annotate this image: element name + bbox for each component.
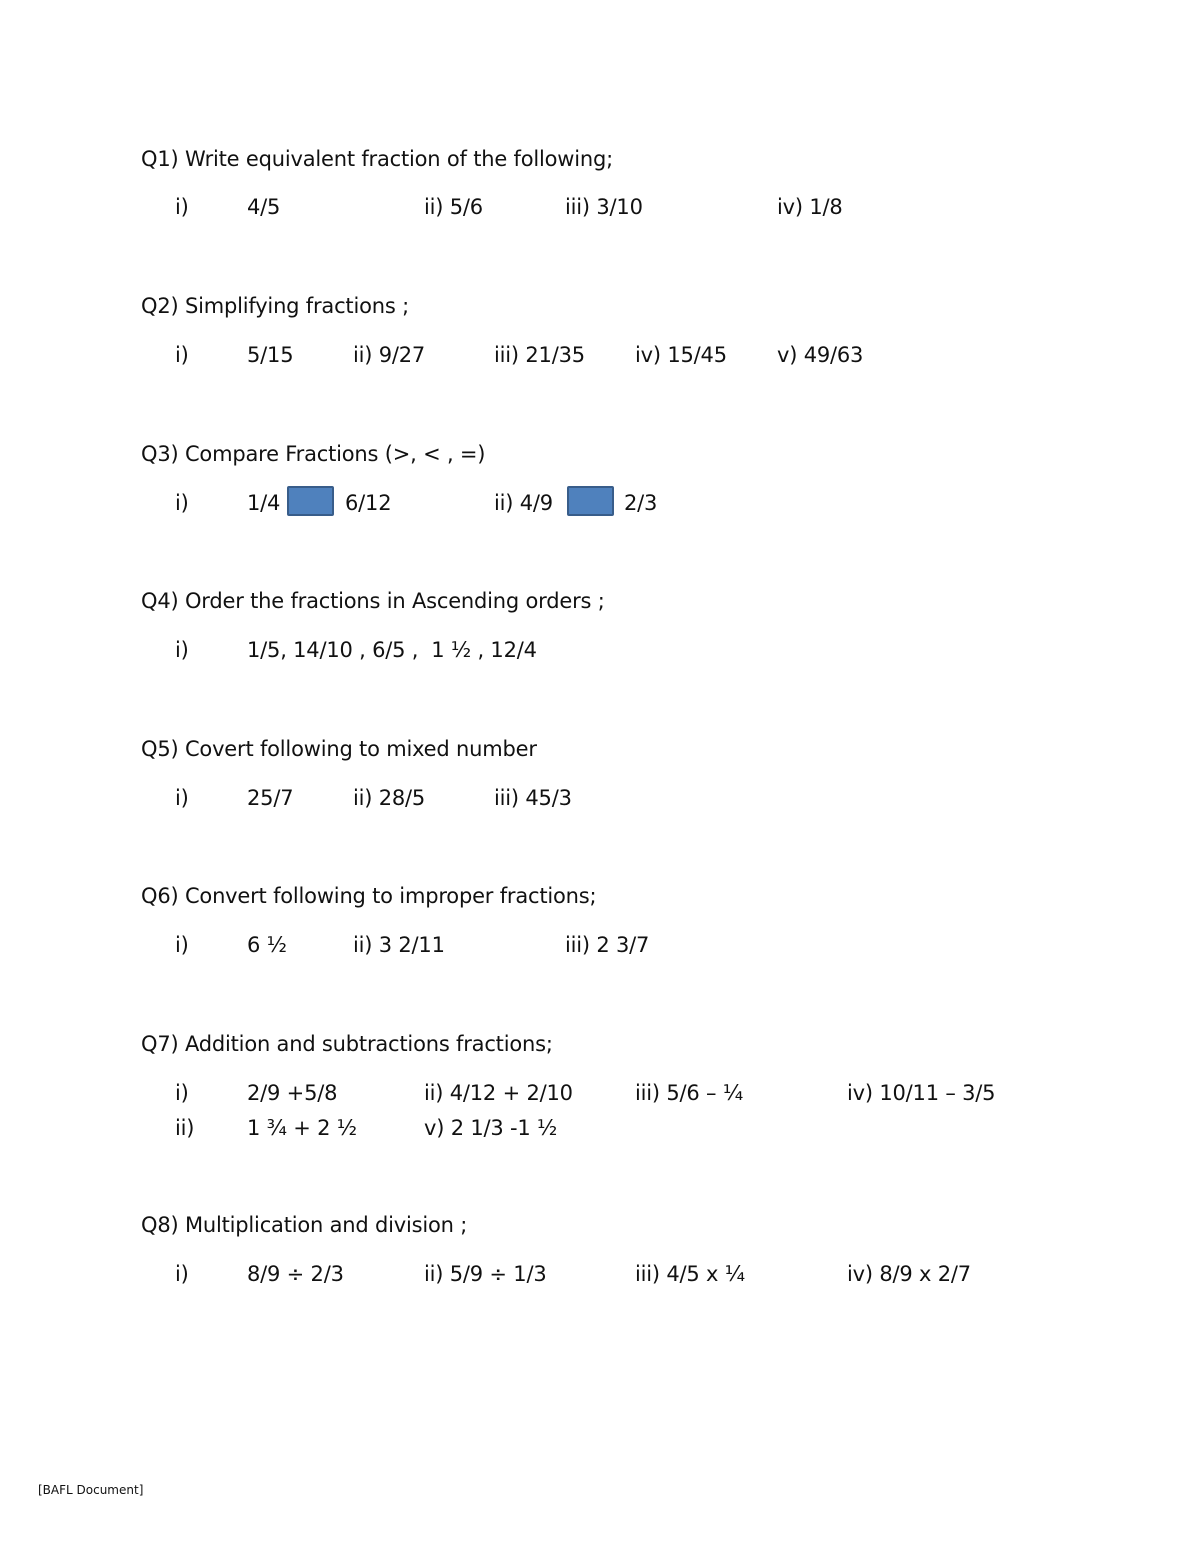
question-7-title: Q7) Addition and subtractions fractions; bbox=[141, 1032, 553, 1056]
q3-item-value: 6/12 bbox=[345, 491, 392, 515]
q2-item-value: 5/15 bbox=[247, 343, 294, 367]
q8-item-value: ii) 5/9 ÷ 1/3 bbox=[424, 1262, 547, 1286]
q1-item-value: iii) 3/10 bbox=[565, 195, 643, 219]
q6-item-value: ii) 3 2/11 bbox=[353, 933, 445, 957]
question-6-title: Q6) Convert following to improper fractions; bbox=[141, 884, 597, 908]
q3-item-label: i) bbox=[175, 491, 189, 515]
question-1-title: Q1) Write equivalent fraction of the following; bbox=[141, 147, 614, 171]
q1-item-value: 4/5 bbox=[247, 195, 281, 219]
q7-item-value: 2/9 +5/8 bbox=[247, 1081, 338, 1105]
q2-item-value: iii) 21/35 bbox=[494, 343, 585, 367]
q6-item-label: i) bbox=[175, 933, 189, 957]
q3-item-value: 1/4 bbox=[247, 491, 281, 515]
compare-answer-box[interactable] bbox=[567, 486, 614, 516]
q5-item-value: 25/7 bbox=[247, 786, 294, 810]
q8-item-value: iii) 4/5 x ¼ bbox=[635, 1262, 745, 1286]
q2-item-value: ii) 9/27 bbox=[353, 343, 426, 367]
q7-item-label: ii) bbox=[175, 1116, 195, 1140]
document-footer: [BAFL Document] bbox=[38, 1483, 144, 1497]
question-3-title: Q3) Compare Fractions (>, < , =) bbox=[141, 442, 486, 466]
q5-item-value: ii) 28/5 bbox=[353, 786, 426, 810]
q1-item-value: ii) 5/6 bbox=[424, 195, 483, 219]
question-8-title: Q8) Multiplication and division ; bbox=[141, 1213, 468, 1237]
question-4-title: Q4) Order the fractions in Ascending orders ; bbox=[141, 589, 605, 613]
q7-item-value: iv) 10/11 – 3/5 bbox=[847, 1081, 996, 1105]
q3-item-value: ii) 4/9 bbox=[494, 491, 553, 515]
compare-answer-box[interactable] bbox=[287, 486, 334, 516]
q5-item-value: iii) 45/3 bbox=[494, 786, 572, 810]
q7-item-value: ii) 4/12 + 2/10 bbox=[424, 1081, 573, 1105]
q6-item-value: 6 ½ bbox=[247, 933, 287, 957]
q6-item-value: iii) 2 3/7 bbox=[565, 933, 650, 957]
q5-item-label: i) bbox=[175, 786, 189, 810]
q7-item-value: iii) 5/6 – ¼ bbox=[635, 1081, 743, 1105]
q1-item-label: i) bbox=[175, 195, 189, 219]
q7-item-value: v) 2 1/3 -1 ½ bbox=[424, 1116, 558, 1140]
q8-item-label: i) bbox=[175, 1262, 189, 1286]
question-5-title: Q5) Covert following to mixed number bbox=[141, 737, 537, 761]
q4-item-value: 1/5, 14/10 , 6/5 , 1 ½ , 12/4 bbox=[247, 638, 537, 662]
q8-item-value: iv) 8/9 x 2/7 bbox=[847, 1262, 971, 1286]
q1-item-value: iv) 1/8 bbox=[777, 195, 843, 219]
question-2-title: Q2) Simplifying fractions ; bbox=[141, 294, 409, 318]
q2-item-value: v) 49/63 bbox=[777, 343, 864, 367]
q4-item-label: i) bbox=[175, 638, 189, 662]
q2-item-value: iv) 15/45 bbox=[635, 343, 727, 367]
q3-item-value: 2/3 bbox=[624, 491, 658, 515]
q7-item-value: 1 ¾ + 2 ½ bbox=[247, 1116, 357, 1140]
q7-item-label: i) bbox=[175, 1081, 189, 1105]
q2-item-label: i) bbox=[175, 343, 189, 367]
q8-item-value: 8/9 ÷ 2/3 bbox=[247, 1262, 344, 1286]
